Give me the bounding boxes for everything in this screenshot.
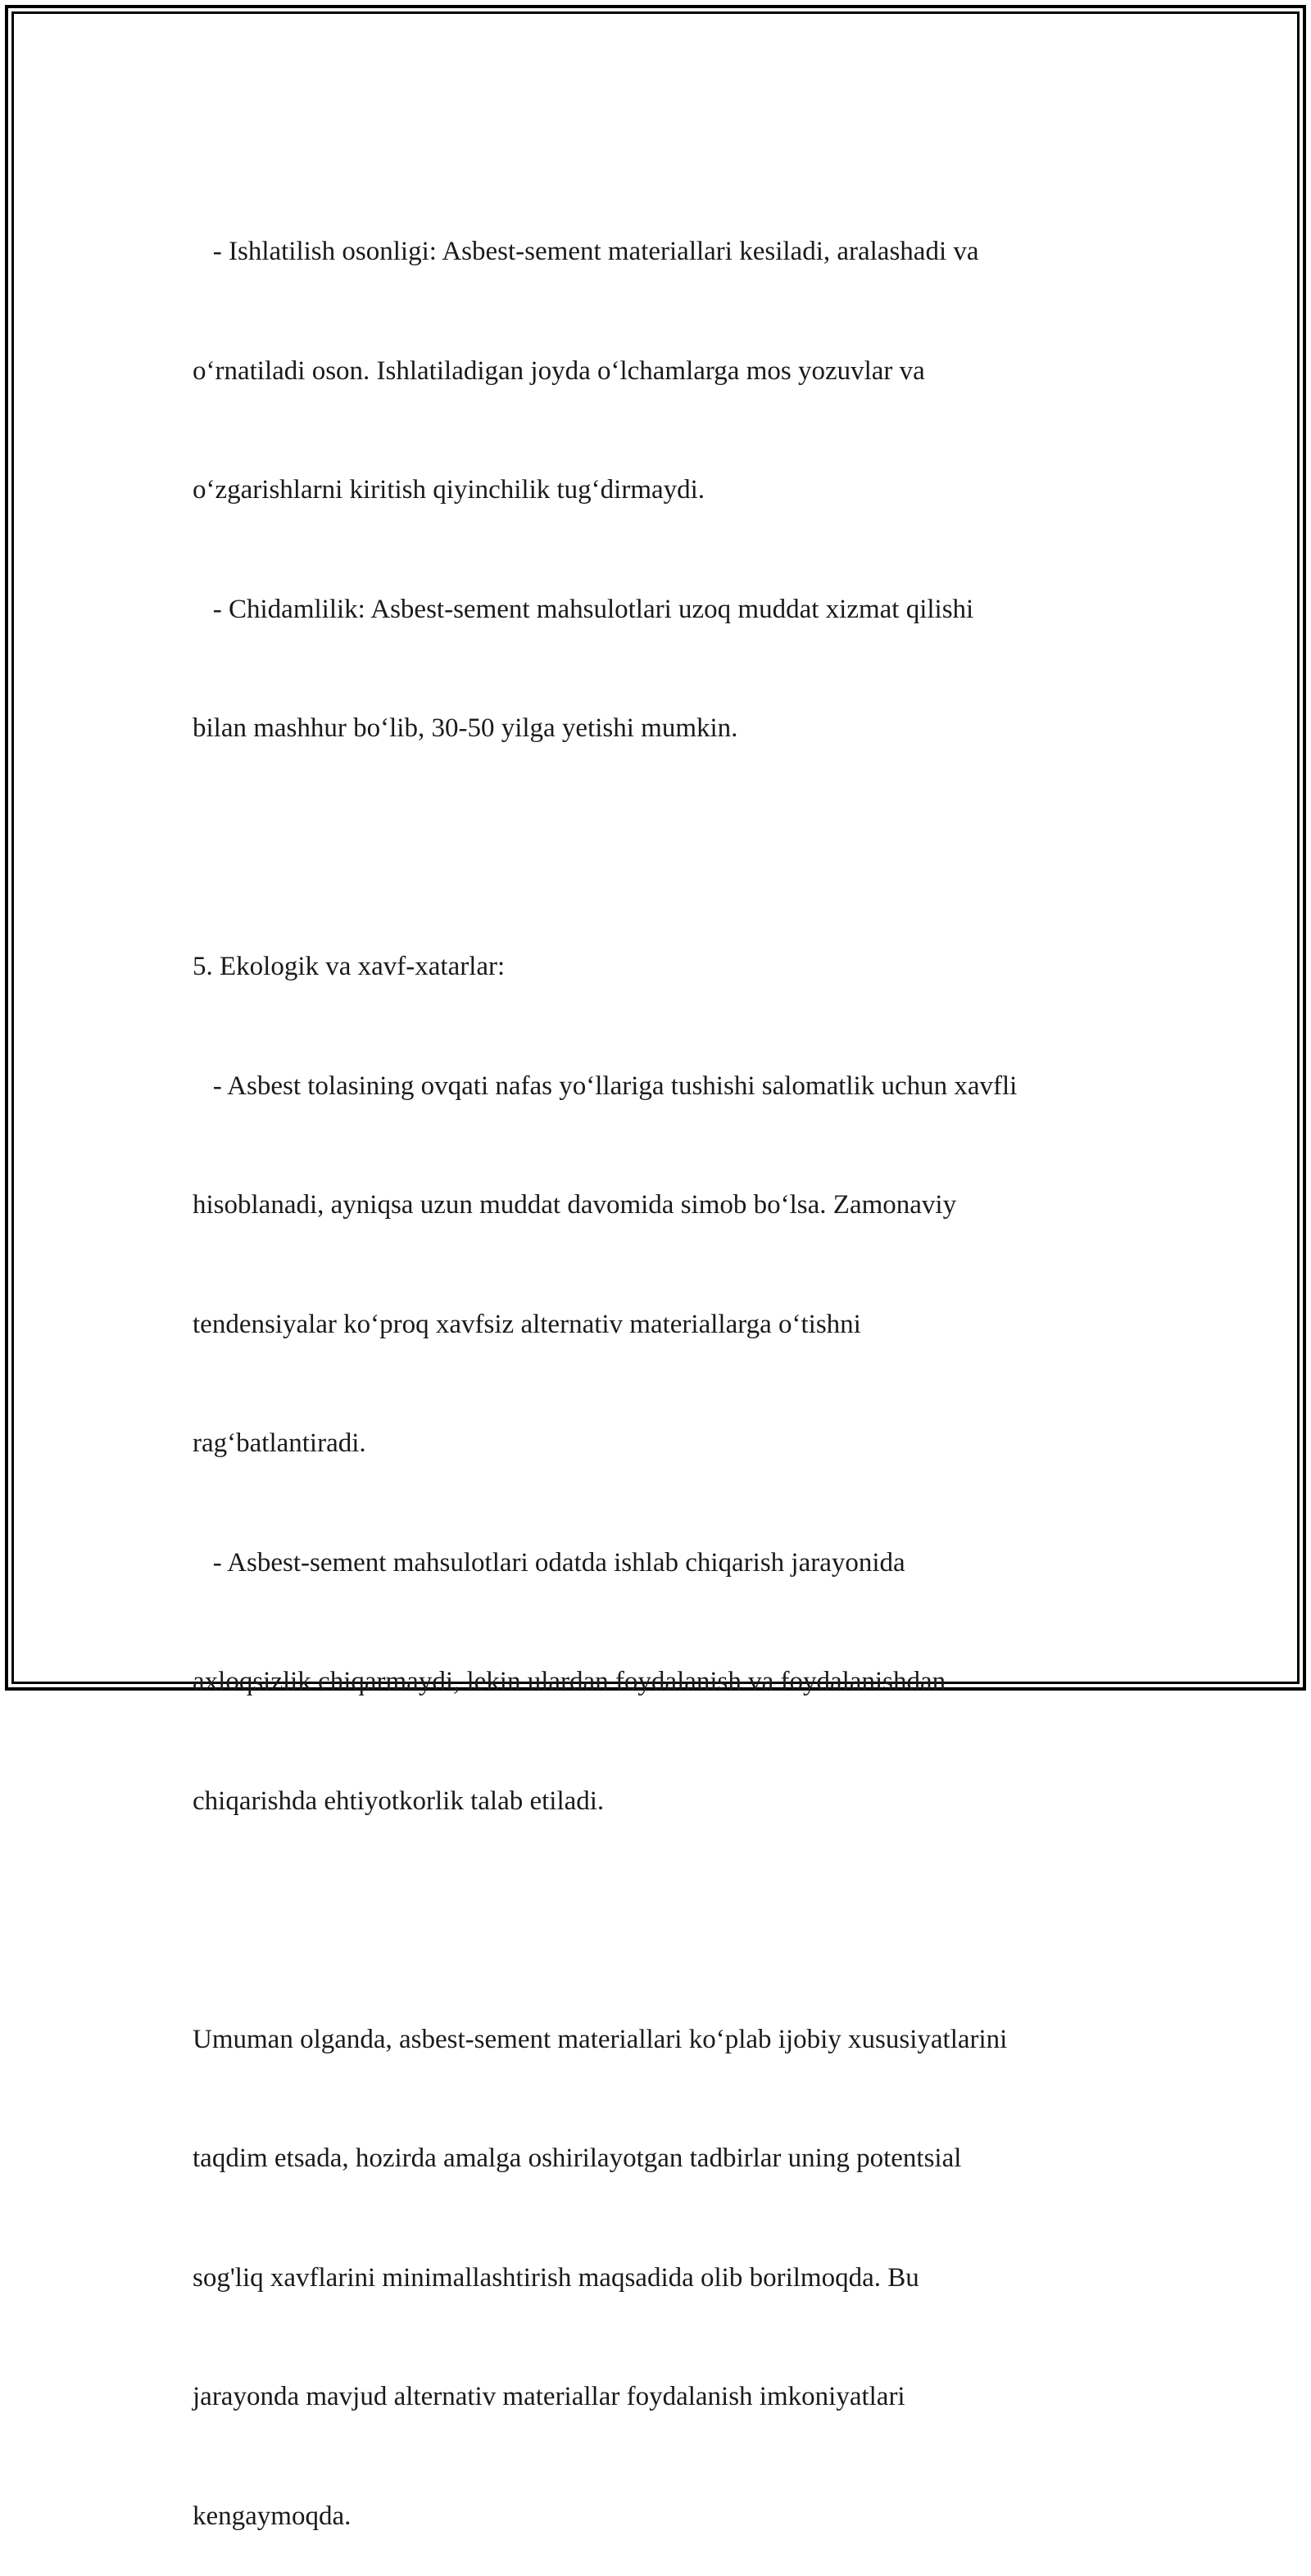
text-line: - Chidamlilik: Asbest-sement mahsulotlari uzoq muddat xizmat qilishi [193,594,974,624]
text-line: jarayonda mavjud alternativ materiallar foydalanish imkoniyatlari [193,2382,905,2411]
text-line: axloqsizlik chiqarmaydi, lekin ulardan foydalanish va foydalanishdan [193,1667,946,1696]
text-line: rag‘batlantiradi. [193,1428,366,1458]
text-line: kengaymoqda. [193,2501,352,2531]
text-line: hisoblanadi, ayniqsa uzun muddat davomida simob bo‘lsa. Zamonaviy [193,1190,957,1220]
document-body [193,152,1151,2576]
text-line: Umuman olganda, asbest-sement materiallari ko‘plab ijobiy xususiyatlarini [193,2024,1008,2054]
text-line: - Asbest tolasining ovqati nafas yo‘llariga tushishi salomatlik uchun xavfli [193,1071,1018,1101]
section-heading: 5. Ekologik va xavf-xatarlar: [193,952,506,981]
text-line: taqdim etsada, hozirda amalga oshirilayotgan tadbirlar uning potentsial [193,2144,962,2173]
text-line: o‘rnatiladi oson. Ishlatiladigan joyda o‘lchamlarga mos yozuvlar va [193,355,925,386]
text-line: tendensiyalar ko‘proq xavfsiz alternativ materiallarga o‘tishni [193,1309,861,1339]
text-line: chiqarishda ehtiyotkorlik talab etiladi. [193,1786,605,1816]
text-line: sog'liq xavflarini minimallashtirish maqsadida olib borilmoqda. Bu [193,2262,919,2293]
paragraph-gap [193,1900,1151,1940]
text-line: o‘zgarishlarni kiritish qiyinchilik tug‘dirmaydi. [193,475,705,505]
paragraph-gap [193,828,1151,868]
text-line: - Asbest-sement mahsulotlari odatda ishlab chiqarish jarayonida [193,1547,905,1578]
text-line: bilan mashhur bo‘lib, 30-50 yilga yetishi mumkin. [193,713,738,743]
text-line: - Ishlatilish osonligi: Asbest-sement materiallari kesiladi, aralashadi va [193,237,979,266]
